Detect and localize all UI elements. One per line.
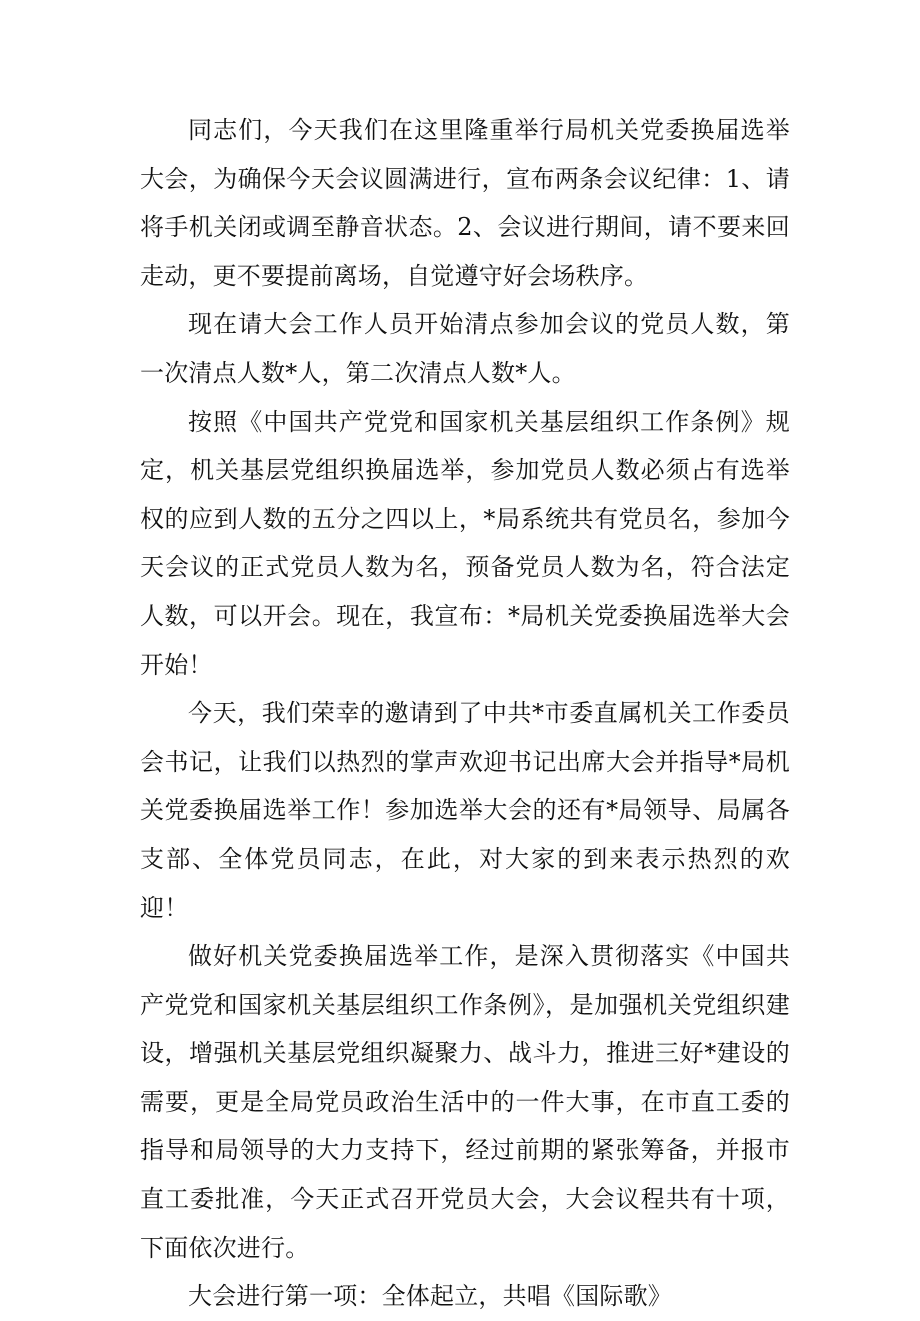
paragraph-meeting-discipline: 同志们，今天我们在这里隆重举行局机关党委换届选举大会，为确保今天会议圆满进行，宣布两条会议纪律：1、请将手机关闭或调至静音状态。2、会议进行期间，请不要来回走动，更不要提前离场，自觉遵守好会场秩序。 — [140, 116, 790, 290]
paragraph-election-significance: 做好机关党委换届选举工作，是深入贯彻落实《中国共产党党和国家机关基层组织工作条例》，是加强机关党组织建设，增强机关基层党组织凝聚力、战斗力，推进三好*建设的需要，更是全局党员政治生活中的一件大事，在市直工委的指导和局领导的大力支持下，经过前期的紧张筹备，并报市直工委批准，今天正式召开党员大会，大会议程共有十项，下面依次进行。 — [140, 942, 790, 1262]
document-body — [140, 106, 790, 1321]
paragraph-welcome-guests: 今天，我们荣幸的邀请到了中共*市委直属机关工作委员会书记，让我们以热烈的掌声欢迎书记出席大会并指导*局机关党委换届选举工作！参加选举大会的还有*局领导、局属各支部、全体党员同志，在此，对大家的到来表示热烈的欢迎！ — [140, 699, 790, 922]
paragraph-agenda-item-one: 大会进行第一项：全体起立，共唱《国际歌》 — [188, 1282, 672, 1311]
paragraph-quorum-announcement: 按照《中国共产党党和国家机关基层组织工作条例》规定，机关基层党组织换届选举，参加党员人数必须占有选举权的应到人数的五分之四以上，*局系统共有党员名，参加今天会议的正式党员人数为名，预备党员人数为名，符合法定人数，可以开会。现在，我宣布：*局机关党委换届选举大会开始！ — [140, 407, 790, 679]
paragraph-headcount: 现在请大会工作人员开始清点参加会议的党员人数，第一次清点人数*人，第二次清点人数*人。 — [140, 310, 790, 387]
